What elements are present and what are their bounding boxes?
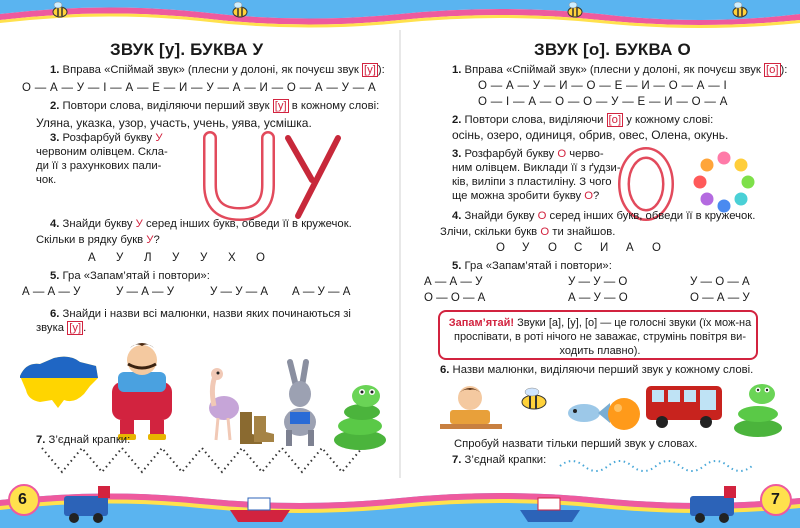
task-5-instruction: 5. Гра «Запам’ятай і повтори»:: [452, 260, 612, 272]
task-1-sequence-2: О — І — А — О — О — У — Е — И — О — А: [478, 96, 728, 108]
snake-icon: [330, 382, 392, 454]
letter-item[interactable]: У: [172, 252, 180, 264]
try-first-sound-text: Спробуй назвати тільки перший звук у словах.: [454, 438, 698, 450]
cossack-icon: [104, 338, 180, 442]
memo-text: Запам’ятай! Звуки [а], [у], [о] — це голосні звуки (їх мож-на проспівати, в роті нічого не заважає, струмінь повітря ви-ходить плавно).: [448, 317, 752, 357]
task-3-line1: 3. Розфарбуй букву У: [50, 132, 163, 144]
task-3-line4: ще можна зробити букву О?: [452, 190, 600, 202]
task-6-line2: звука [у] .: [36, 322, 87, 334]
page-title: ЗВУК [о]. БУКВА О: [534, 40, 691, 59]
counting-sticks-letter-u: [288, 138, 338, 216]
wasp-icon: [512, 386, 556, 414]
syllable-group: У — У — О: [568, 276, 628, 288]
task-3-line3: ди її з рахункових пали-: [36, 160, 162, 172]
syllable-group: А — У — О: [568, 292, 628, 304]
right-page: [400, 30, 800, 478]
letter-item[interactable]: У: [522, 242, 530, 254]
dotted-wave-line[interactable]: [560, 456, 760, 476]
letter-item[interactable]: О: [548, 242, 557, 254]
page-number-left: 6: [18, 491, 27, 508]
bus-icon: [644, 382, 724, 430]
button-ring-icon: [692, 150, 756, 214]
dotted-zigzag-line[interactable]: [42, 448, 362, 478]
left-page: [0, 30, 400, 478]
letter-u-outline: [200, 130, 360, 220]
syllable-group: У — А — У: [116, 286, 175, 298]
task-2-words: осінь, озеро, одиниця, обрив, овес, Олена, окунь.: [452, 128, 729, 142]
page-title: ЗВУК [у]. БУКВА У: [110, 40, 264, 59]
task-6-instruction: 6. Назви малюнки, виділяючи перший звук у кожному слові.: [440, 364, 754, 376]
task-4-line1: 4. Знайди букву О серед інших букв, обведи її в кружечок.: [452, 210, 756, 222]
letter-item[interactable]: Х: [228, 252, 236, 264]
letter-item[interactable]: С: [574, 242, 583, 254]
task-3-line3: ків, виліпи з пластиліну. З чого: [452, 176, 612, 188]
task-2-instruction: 2. Повтори слова, виділяючи перший звук [у] в кожному слові:: [50, 100, 380, 112]
task-4-line1: 4. Знайди букву У серед інших букв, обведи її в кружечок.: [50, 218, 352, 230]
letter-item[interactable]: О: [256, 252, 265, 264]
task-1-instruction: 1. Вправа «Спіймай звук» (плесни у долоні, як почуєш звук [у] ):: [50, 64, 385, 76]
ukraine-map-icon: [18, 348, 100, 414]
task-5-instruction: 5. Гра «Запам’ятай і повтори»:: [50, 270, 210, 282]
syllable-group: А — У — А: [292, 286, 351, 298]
bottom-ribbon-border: [0, 478, 800, 528]
donkey-icon: [276, 358, 326, 448]
task-1-instruction: 1. Вправа «Спіймай звук» (плесни у долоні, як почуєш звук [о] ):: [452, 64, 788, 76]
memo-box: [438, 310, 758, 360]
letter-item[interactable]: И: [600, 242, 609, 254]
letter-item[interactable]: Л: [144, 252, 152, 264]
page-number-right: 7: [771, 491, 780, 508]
child-reading-icon: [440, 382, 502, 432]
task-3-line2: ним олівцем. Виклади її з ґудзи-: [452, 162, 621, 174]
top-ribbon-border: [0, 0, 800, 30]
syllable-group: О — А — У: [690, 292, 750, 304]
memo-title: Запам’ятай!: [448, 317, 515, 329]
letter-item[interactable]: У: [116, 252, 124, 264]
task-4-line2: Злічи, скільки букв О ти знайшов.: [440, 226, 616, 238]
letter-item[interactable]: А: [626, 242, 634, 254]
fish-icon: [566, 400, 610, 426]
task-3-line1: 3. Розфарбуй букву О черво-: [452, 148, 604, 160]
letter-item[interactable]: У: [200, 252, 208, 264]
letter-item[interactable]: О: [652, 242, 661, 254]
syllable-group: У — У — А: [210, 286, 269, 298]
task-7-instruction: 7. З’єднай крапки:: [36, 434, 131, 446]
task-6-line1: 6. Знайди і назви всі малюнки, назви яких починаються зі: [50, 308, 351, 320]
task-3-line2: червоним олівцем. Скла-: [36, 146, 168, 158]
task-4-line2: Скільки в рядку букв У?: [36, 234, 160, 246]
syllable-group: А — А — У: [22, 286, 81, 298]
letter-item[interactable]: А: [88, 252, 96, 264]
task-1-sequence: О — А — У — І — А — Е — И — У — А — И — О — А — У — А: [22, 82, 377, 94]
boots-icon: [236, 408, 276, 448]
orange-icon: [606, 396, 642, 432]
task-7-instruction: 7. З’єднай крапки:: [452, 454, 547, 466]
syllable-group: О — О — А: [424, 292, 486, 304]
task-2-words: Уляна, указка, узор, участь, учень, уява, усмішка.: [36, 116, 312, 130]
snake-icon: [730, 380, 786, 440]
task-1-sequence-1: О — А — У — И — О — Е — И — О — А — І: [478, 80, 727, 92]
task-3-line4: чок.: [36, 174, 57, 186]
task-2-instruction: 2. Повтори слова, виділяючи [о] у кожному слові:: [452, 114, 714, 126]
letter-item[interactable]: О: [496, 242, 505, 254]
syllable-group: А — А — У: [424, 276, 483, 288]
syllable-group: У — О — А: [690, 276, 750, 288]
